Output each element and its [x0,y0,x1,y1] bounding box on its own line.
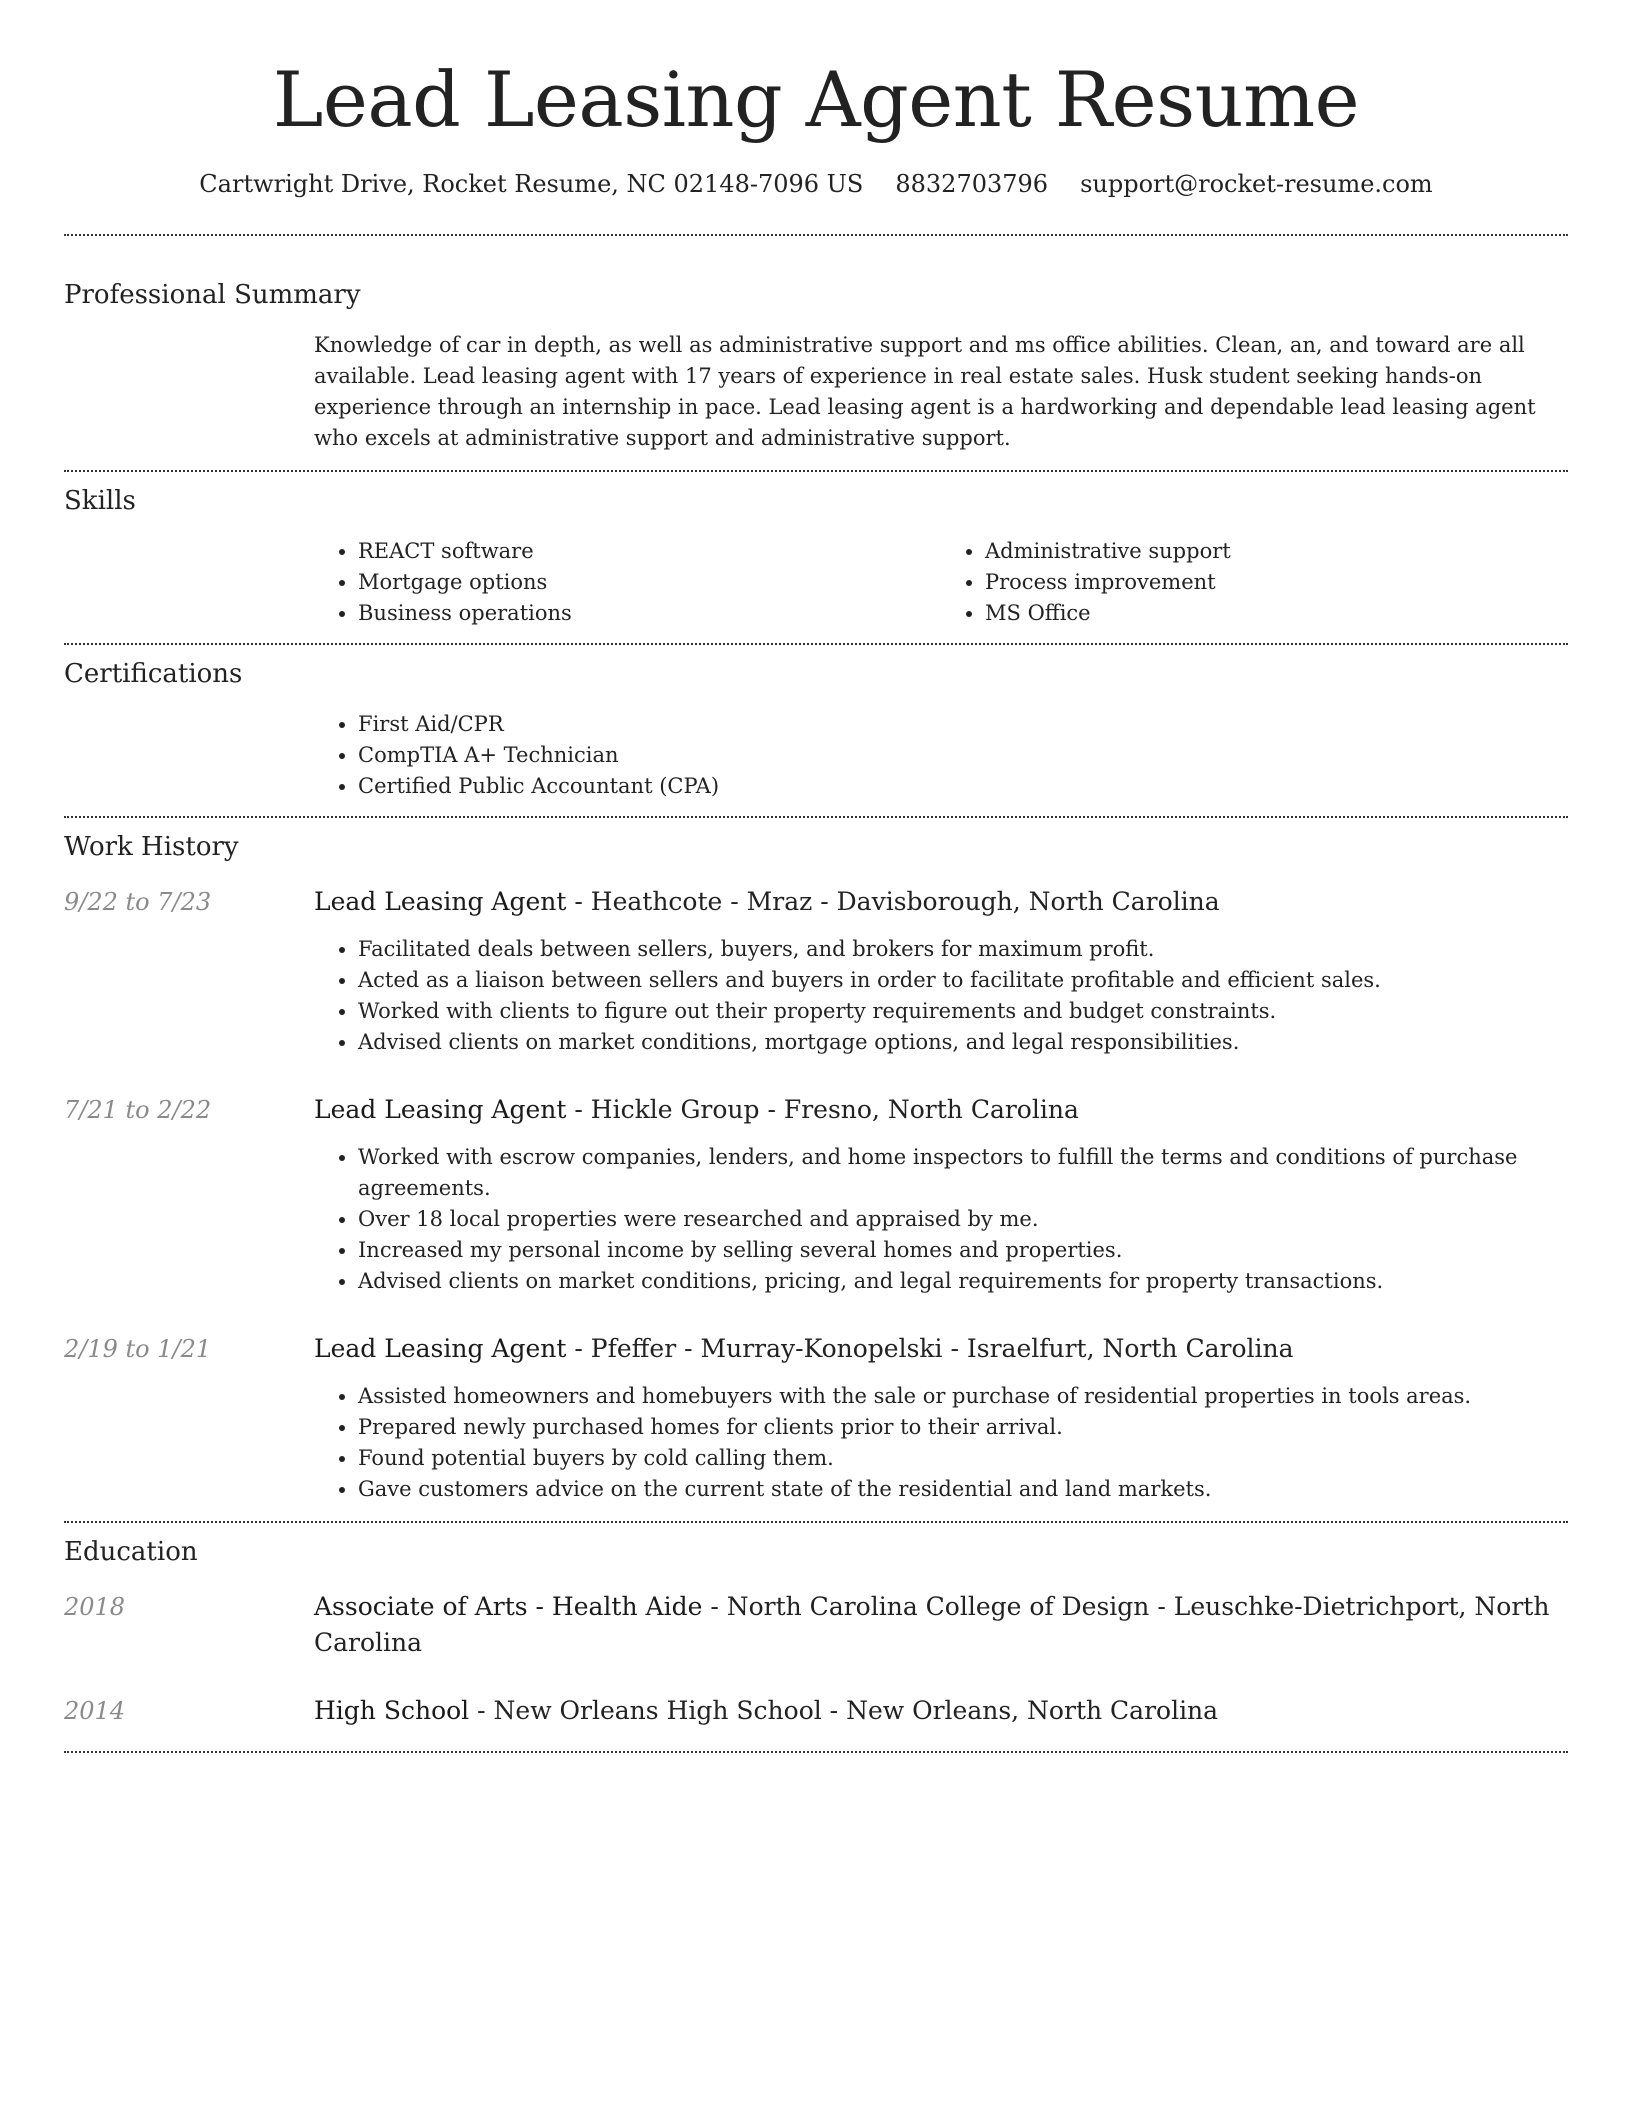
skill-item: • Process improvement [985,567,1568,598]
divider [64,470,1568,472]
education-entry [64,1693,1568,1729]
divider [64,1751,1568,1753]
job-body [314,884,1568,1058]
certifications-content [314,709,1568,802]
education-heading-line [314,1693,1568,1729]
job-bullets [314,934,1568,1058]
job-bullets [314,1381,1568,1505]
job-title: Lead Leasing Agent [314,1334,567,1363]
divider [64,234,1568,236]
skill-item: • Administrative support [985,536,1568,567]
divider [64,643,1568,645]
job-title: Lead Leasing Agent [314,887,567,916]
summary-section [64,278,1568,454]
certification-item: • Certified Public Accountant (CPA) [358,771,1568,802]
work-heading: Work History [64,832,239,862]
job-bullet: • Acted as a liaison between sellers and buyers in order to facilitate profitable and efficient sales. [358,965,1568,996]
certifications-list [314,709,1568,802]
resume-header [0,0,1632,198]
job-bullet: • Worked with clients to figure out their property requirements and budget constraints. [358,996,1568,1027]
skill-item: • MS Office [985,598,1568,629]
job-bullets [314,1142,1568,1297]
job-details: - Pfeffer - Murray-Konopelski - Israelfurt, North Carolina [566,1334,1294,1363]
job-heading [314,1092,1568,1128]
job-details: - Hickle Group - Fresno, North Carolina [566,1095,1079,1124]
skills-list-left [314,536,941,629]
job-bullet: • Worked with escrow companies, lenders, and home inspectors to fulfill the terms and conditions of purchase agreements. [358,1142,1568,1204]
job-entry [64,1092,1568,1297]
skills-section [64,484,1568,629]
job-body [314,1331,1568,1505]
job-bullet: • Prepared newly purchased homes for clients prior to their arrival. [358,1412,1568,1443]
skill-item: • Business operations [358,598,941,629]
job-details: - Heathcote - Mraz - Davisborough, North Carolina [566,887,1220,916]
job-body [314,1092,1568,1297]
resume-title: Lead Leasing Agent Resume [272,55,1360,144]
job-dates: 7/21 to 2/22 [64,1096,212,1124]
job-bullet: • Found potential buyers by cold calling them. [358,1443,1568,1474]
contact-address: Cartwright Drive, Rocket Resume, NC 02148-7096 US [199,170,864,198]
job-bullet: • Advised clients on market conditions, mortgage options, and legal responsibilities. [358,1027,1568,1058]
skill-item: • Mortgage options [358,567,941,598]
skill-item: • REACT software [358,536,941,567]
contact-email: support@rocket-resume.com [1080,170,1433,198]
job-bullet: • Facilitated deals between sellers, buyers, and brokers for maximum profit. [358,934,1568,965]
contact-line [0,170,1632,198]
education-details: - North Carolina College of Design - Leuschke-Dietrichport, North Carolina [314,1592,1550,1657]
job-entry [64,1331,1568,1505]
job-heading [314,1331,1568,1367]
job-entry [64,884,1568,1058]
job-bullet: • Increased my personal income by selling several homes and properties. [358,1235,1568,1266]
education-year: 2014 [64,1697,126,1725]
education-heading: Education [64,1537,198,1567]
job-dates: 2/19 to 1/21 [64,1335,212,1363]
skills-columns [314,536,1568,629]
education-year: 2018 [64,1593,126,1621]
contact-phone: 8832703796 [895,170,1049,198]
education-entry [64,1589,1568,1661]
skills-list-right [941,536,1568,629]
job-bullet: • Over 18 local properties were researched and appraised by me. [358,1204,1568,1235]
work-section [64,830,1568,1505]
certifications-heading: Certifications [64,659,243,689]
divider [64,816,1568,818]
job-bullet: • Advised clients on market conditions, pricing, and legal requirements for property transactions. [358,1266,1568,1297]
summary-heading: Professional Summary [64,280,361,310]
divider [64,1521,1568,1523]
job-dates: 9/22 to 7/23 [64,888,212,916]
skills-heading: Skills [64,486,136,516]
certifications-section [64,657,1568,802]
job-bullet: • Assisted homeowners and homebuyers with the sale or purchase of residential properties in tools areas. [358,1381,1568,1412]
education-details: - New Orleans High School - New Orleans, North Carolina [469,1696,1219,1725]
job-heading [314,884,1568,920]
certification-item: • CompTIA A+ Technician [358,740,1568,771]
certification-item: • First Aid/CPR [358,709,1568,740]
education-heading-line [314,1589,1568,1661]
summary-text: Knowledge of car in depth, as well as administrative support and ms office abilities. Clean, an, and toward are all available. Lead leasing agent with 17 years of experience in real estate sales. Husk student seeking hands-on experience through an internship in pace. Lead leasing agent is a hardworking and dependable lead leasing agent who excels at administrative support and administrative support. [314,333,1536,450]
job-title: Lead Leasing Agent [314,1095,567,1124]
job-bullet: • Gave customers advice on the current state of the residential and land markets. [358,1474,1568,1505]
education-section [64,1535,1568,1729]
education-degree: High School [314,1696,470,1725]
education-degree: Associate of Arts - Health Aide [314,1592,703,1621]
